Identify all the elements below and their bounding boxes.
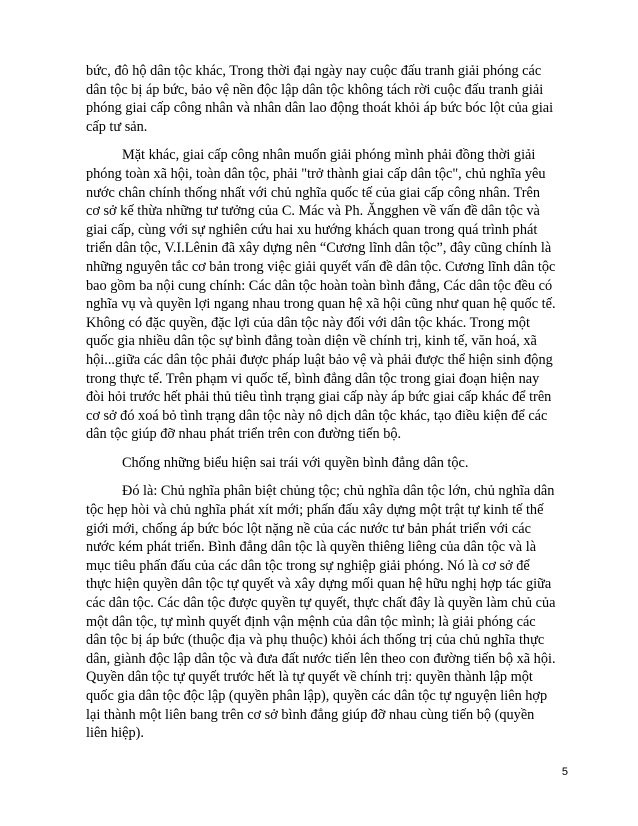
body-text [86, 62, 556, 753]
paragraph-self-determination: Đó là: Chủ nghĩa phân biệt chủng tộc; chủ nghĩa dân tộc lớn, chủ nghĩa dân tộc hẹp hòi và chủ nghĩa phát xít mới; phấn đấu xây dựng một trật tự kinh tế thế giới mới, chống áp bức bóc lột nặng nề của các nước tư bản phát triển với các nước kém phát triển. Bình đẳng dân tộc là quyền thiêng liêng của dân tộc và là mục tiêu phấn đấu của các dân tộc trong sự nghiệp giải phóng. Nó là cơ sở để thực hiện quyền dân tộc tự quyết và xây dựng mối quan hệ hữu nghị hợp tác giữa các dân tộc. Các dân tộc được quyền tự quyết, thực chất đây là quyền làm chủ của một dân tộc, tự mình quyết định vận mệnh của dân tộc mình; là giải phóng các dân tộc bị áp bức (thuộc địa và phụ thuộc) khỏi ách thống trị của chủ nghĩa thực dân, giành độc lập dân tộc và đưa đất nước tiến lên theo con đường tiến bộ xã hội. Quyền dân tộc tự quyết trước hết là tự quyết về chính trị: quyền thành lập một quốc gia dân tộc độc lập (quyền phân lập), quyền các dân tộc tự nguyện liên hợp lại thành một liên bang trên cơ sở bình đẳng giúp đỡ nhau cùng tiến bộ (quyền liên hiệp). [86, 483, 556, 742]
paragraph-against-wrong-views: Chống những biểu hiện sai trái với quyền bình đẳng dân tộc. [122, 454, 469, 471]
paragraph-continuation: bức, đô hộ dân tộc khác, Trong thời đại ngày nay cuộc đấu tranh giải phóng các dân tộc bị áp bức, bảo vệ nền độc lập dân tộc không tách rời cuộc đấu tranh giải phóng giai cấp công nhân và nhân dân lao động thoát khỏi áp bức bóc lột của giai cấp tư sản. [86, 63, 554, 135]
paragraph-proletariat-nation: Mặt khác, giai cấp công nhân muốn giải phóng mình phải đồng thời giải phóng toàn xã hội, toàn dân tộc, phải "trở thành giai cấp dân tộc", chủ nghĩa yêu nước chân chính thống nhất với chủ nghĩa quốc tế của giai cấp công nhân. Trên cơ sở kế thừa những tư tưởng của C. Mác và Ph. Ăngghen về vấn đề dân tộc và giai cấp, cùng với sự nghiên cứu hai xu hướng khách quan trong quá trình phát triển dân tộc, V.I.Lênin đã xây dựng nên “Cương lĩnh dân tộc”, đây cũng chính là những nguyên tắc cơ bản trong việc giải quyết vấn đề dân tộc. Cương lĩnh dân tộc bao gồm ba nội cung chính: Các dân tộc hoàn toàn bình đẳng, Các dân tộc đều có nghĩa vụ và quyền lợi ngang nhau trong quan hệ xã hội cũng như quan hệ quốc tế. Không có đặc quyền, đặc lợi của dân tộc này đối với dân tộc khác. Trong một quốc gia nhiều dân tộc sự bình đẳng toàn diện về chính trị, kinh tế, văn hoá, xã hội...giữa các dân tộc phải được pháp luật bảo vệ và phải được thể hiện sinh động trong thực tế. Trên phạm vi quốc tế, bình đẳng dân tộc trong giai đoạn hiện nay đòi hỏi trước hết phải thủ tiêu tình trạng giai cấp này áp bức giai cấp khác để trên cơ sở đó xoá bỏ tình trạng dân tộc này nô dịch dân tộc khác, tạo điều kiện để các dân tộc giúp đỡ nhau phát triển trên con đường tiến bộ. [86, 147, 556, 443]
page-number: 5 [561, 766, 568, 778]
